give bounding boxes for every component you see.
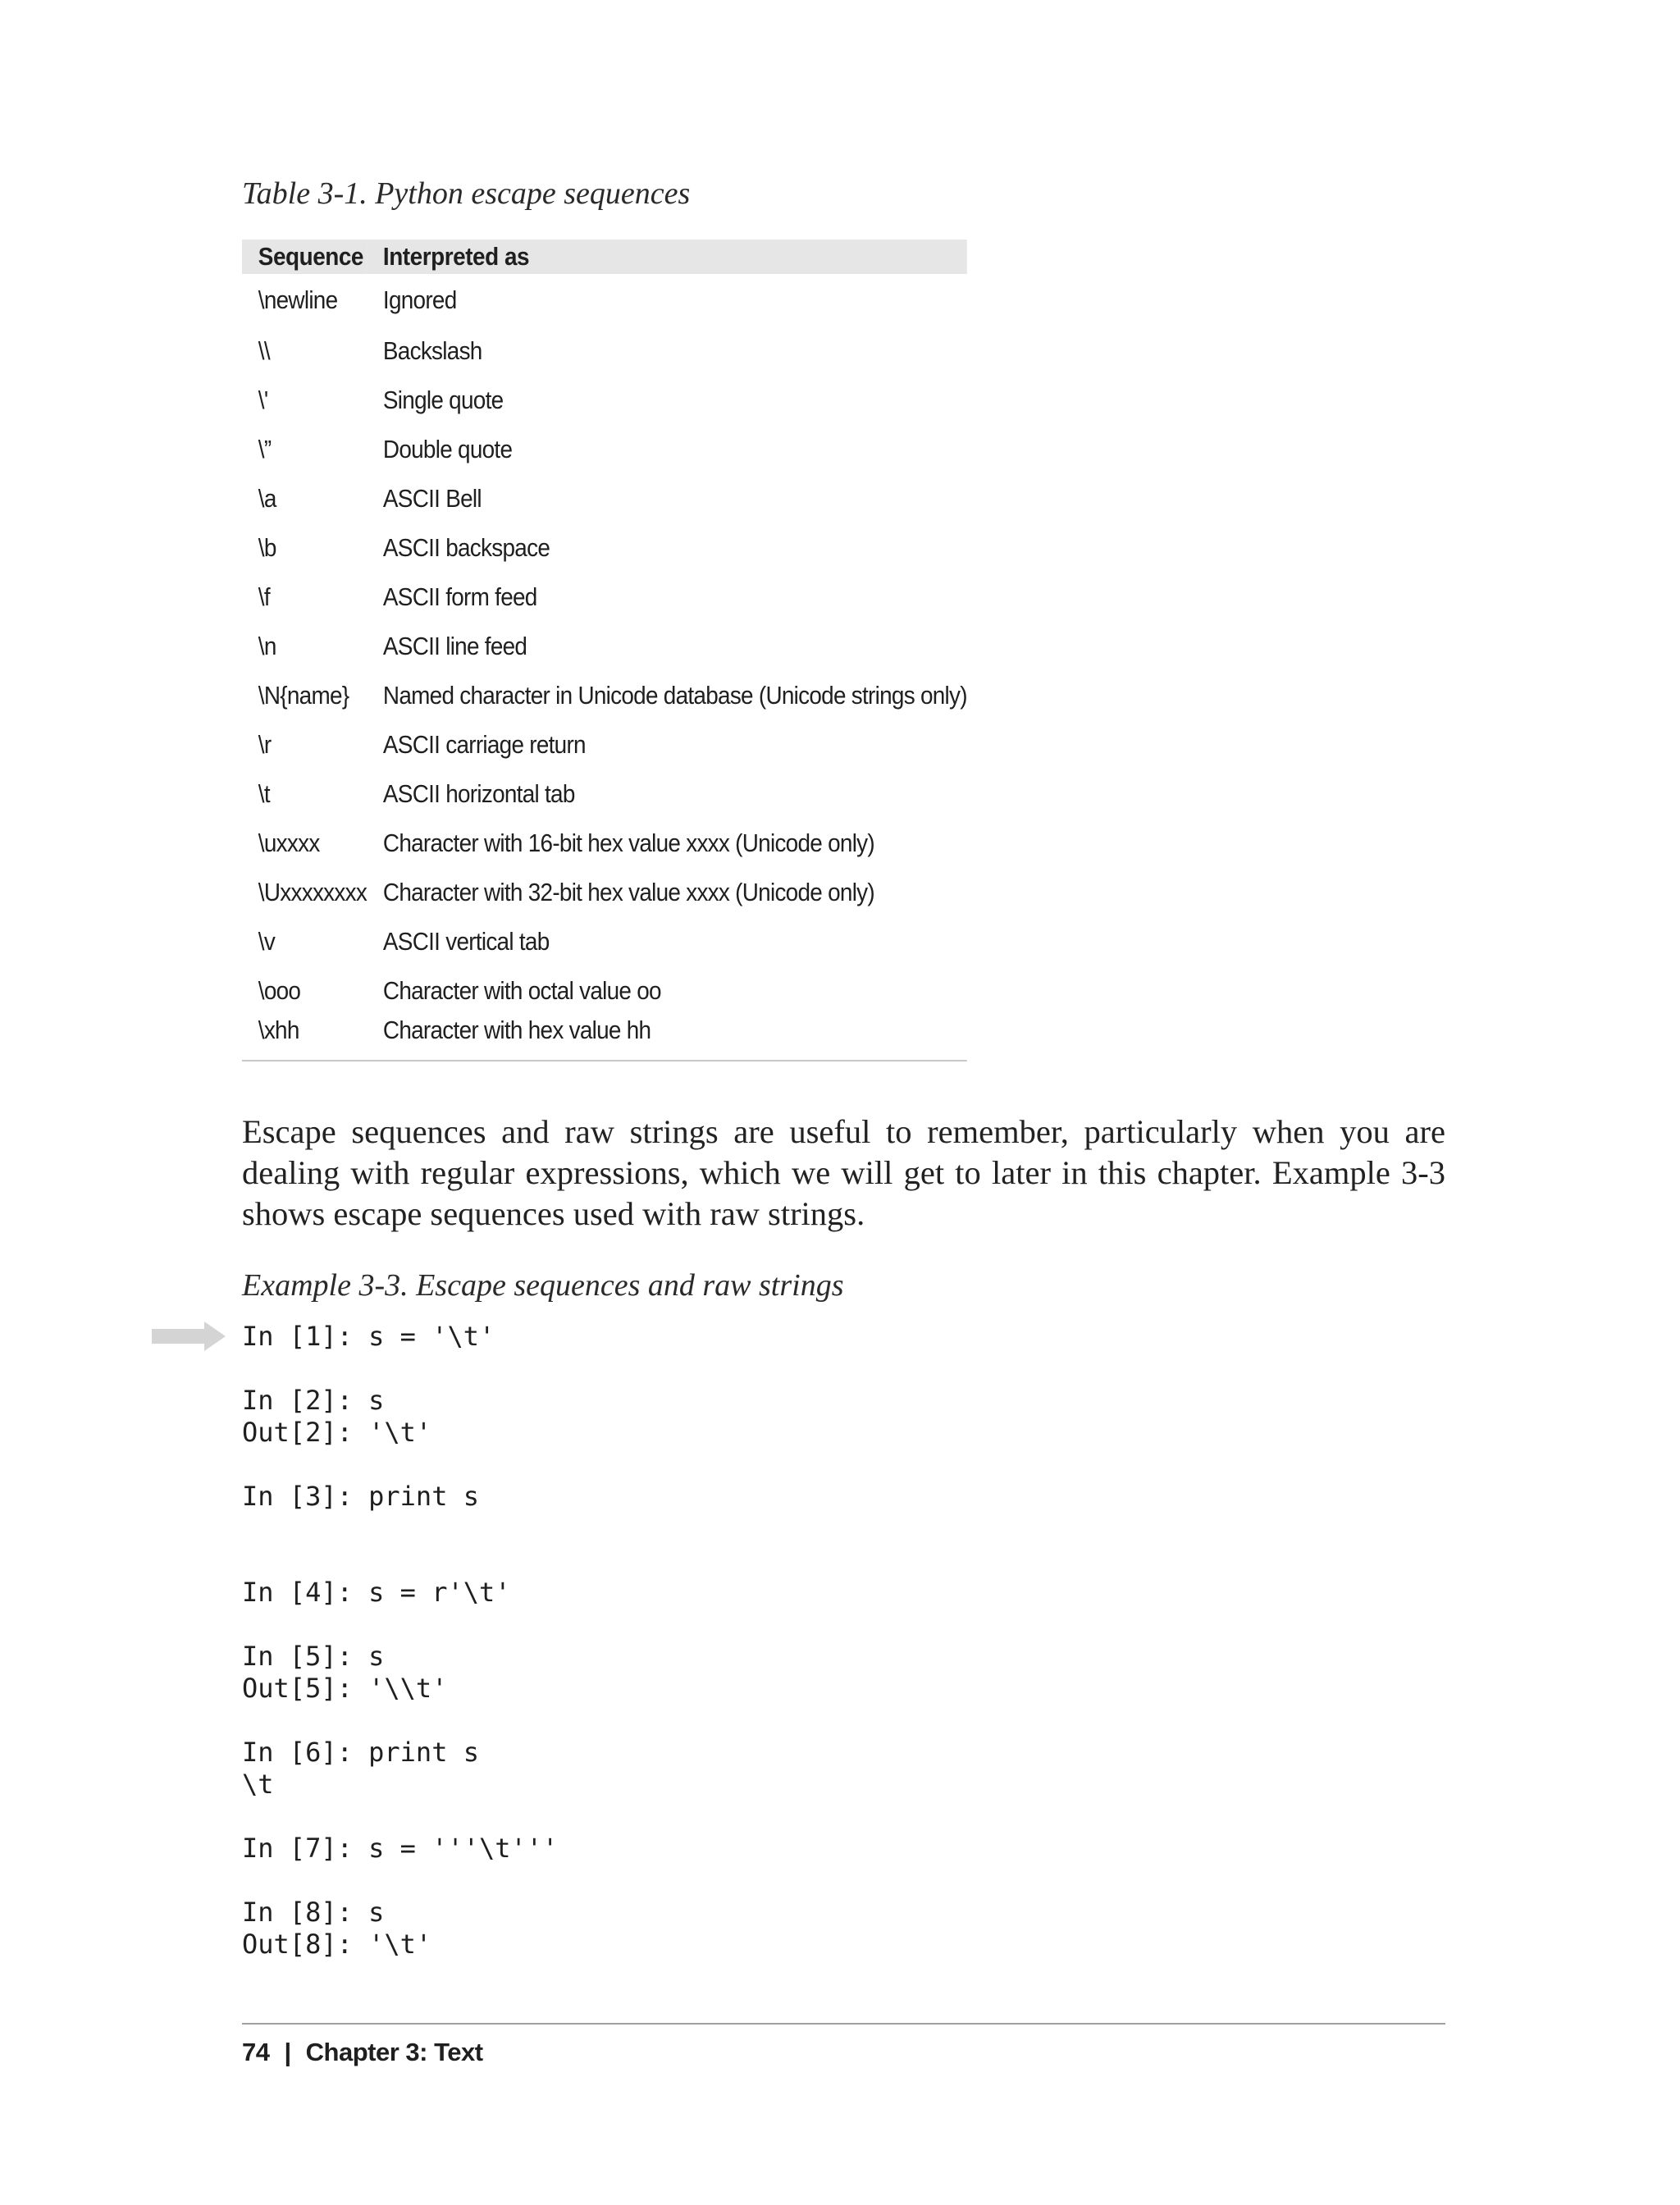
sequence-cell: \v — [258, 927, 276, 956]
column-header-interpreted-as: Interpreted as — [382, 242, 530, 271]
sequence-cell: \uxxxx — [258, 829, 320, 857]
table-body — [242, 274, 967, 1061]
code-line: In [5]: s — [242, 1641, 385, 1672]
table-row — [242, 917, 967, 966]
interpretation-cell: ASCII backspace — [382, 533, 550, 562]
table-row — [242, 671, 967, 720]
table-row — [242, 474, 967, 523]
page-number: 74 — [242, 2038, 270, 2066]
table-row — [242, 622, 967, 671]
arrow-icon-shape — [152, 1322, 226, 1351]
code-line: In [2]: s — [242, 1385, 385, 1416]
interpretation-cell: ASCII carriage return — [382, 730, 586, 759]
sequence-cell: \xhh — [242, 1016, 367, 1061]
sequence-cell: \b — [258, 533, 276, 562]
table-row — [242, 523, 967, 573]
sequence-cell: \n — [258, 632, 276, 660]
sequence-cell: \Uxxxxxxxx — [258, 878, 368, 906]
table-row — [242, 274, 967, 326]
code-line — [242, 1705, 558, 1737]
code-line: In [8]: s — [242, 1897, 385, 1928]
table-row — [242, 376, 967, 425]
table-row — [242, 573, 967, 622]
code-line: \t — [242, 1769, 274, 1800]
table-header-row — [242, 240, 967, 274]
arrow-icon — [152, 1322, 226, 1351]
code-line: In [4]: s = r'\t' — [242, 1577, 511, 1608]
sequence-cell: \' — [258, 386, 268, 414]
table-row — [242, 720, 967, 769]
code-line: In [7]: s = '''\t''' — [242, 1833, 559, 1864]
column-header-sequence: Sequence — [258, 242, 364, 271]
interpretation-cell: ASCII line feed — [382, 632, 527, 660]
interpretation-cell: ASCII horizontal tab — [382, 779, 575, 808]
code-line: In [3]: print s — [242, 1481, 479, 1512]
table-row — [242, 425, 967, 474]
sequence-cell: \a — [258, 484, 276, 513]
code-line: Out[2]: '\t' — [242, 1417, 432, 1448]
table-caption: Table 3-1. Python escape sequences — [242, 176, 691, 211]
code-line — [242, 1545, 558, 1577]
sequence-cell: \” — [258, 435, 272, 463]
code-line — [242, 1801, 558, 1833]
table-row — [242, 868, 967, 917]
footer-rule — [242, 2023, 1445, 2025]
page-footer — [242, 2038, 483, 2067]
chapter-title: Chapter 3: Text — [305, 2038, 483, 2066]
interpretation-cell: Character with octal value oo — [382, 976, 661, 1005]
interpretation-cell: ASCII form feed — [382, 582, 537, 611]
code-line — [242, 1449, 558, 1481]
escape-sequence-table — [242, 240, 967, 1061]
interpretation-cell: ASCII Bell — [382, 484, 482, 513]
code-line: Out[5]: '\\t' — [242, 1673, 448, 1704]
table-row — [242, 1016, 967, 1061]
sequence-cell: \r — [258, 730, 272, 759]
code-line: In [1]: s = '\t' — [242, 1321, 495, 1352]
interpretation-cell: Backslash — [382, 336, 482, 365]
code-line — [242, 1353, 558, 1385]
footer-separator: | — [284, 2038, 291, 2066]
code-line: Out[8]: '\t' — [242, 1929, 432, 1960]
code-line — [242, 1865, 558, 1897]
table-row — [242, 769, 967, 819]
sequence-cell: \newline — [258, 285, 338, 314]
sequence-cell: \\ — [258, 336, 270, 365]
example-caption: Example 3-3. Escape sequences and raw strings — [242, 1268, 844, 1303]
code-line — [242, 1609, 558, 1641]
sequence-cell: \ooo — [258, 976, 301, 1005]
interpretation-cell: Double quote — [382, 435, 513, 463]
interpretation-cell: ASCII vertical tab — [382, 927, 550, 956]
code-line — [242, 1513, 558, 1545]
interpretation-cell: Ignored — [382, 285, 457, 314]
interpretation-cell: Single quote — [382, 386, 504, 414]
code-block — [242, 1321, 558, 1961]
table-row — [242, 326, 967, 376]
table-row — [242, 819, 967, 868]
interpretation-cell: Named character in Unicode database (Unicode strings only) — [382, 681, 967, 710]
sequence-cell: \t — [258, 779, 270, 808]
code-line: In [6]: print s — [242, 1737, 479, 1768]
sequence-cell: \N{name} — [258, 681, 349, 710]
table-row — [242, 966, 967, 1016]
interpretation-cell: Character with hex value hh — [367, 1016, 967, 1061]
interpretation-cell: Character with 32-bit hex value xxxx (Unicode only) — [382, 878, 874, 906]
interpretation-cell: Character with 16-bit hex value xxxx (Unicode only) — [382, 829, 874, 857]
sequence-cell: \f — [258, 582, 270, 611]
body-paragraph: Escape sequences and raw strings are useful to remember, particularly when you are dealing with regular expressions, which we will get to later in this chapter. Example 3-3 shows escape sequences used with raw strings. — [242, 1113, 1445, 1232]
